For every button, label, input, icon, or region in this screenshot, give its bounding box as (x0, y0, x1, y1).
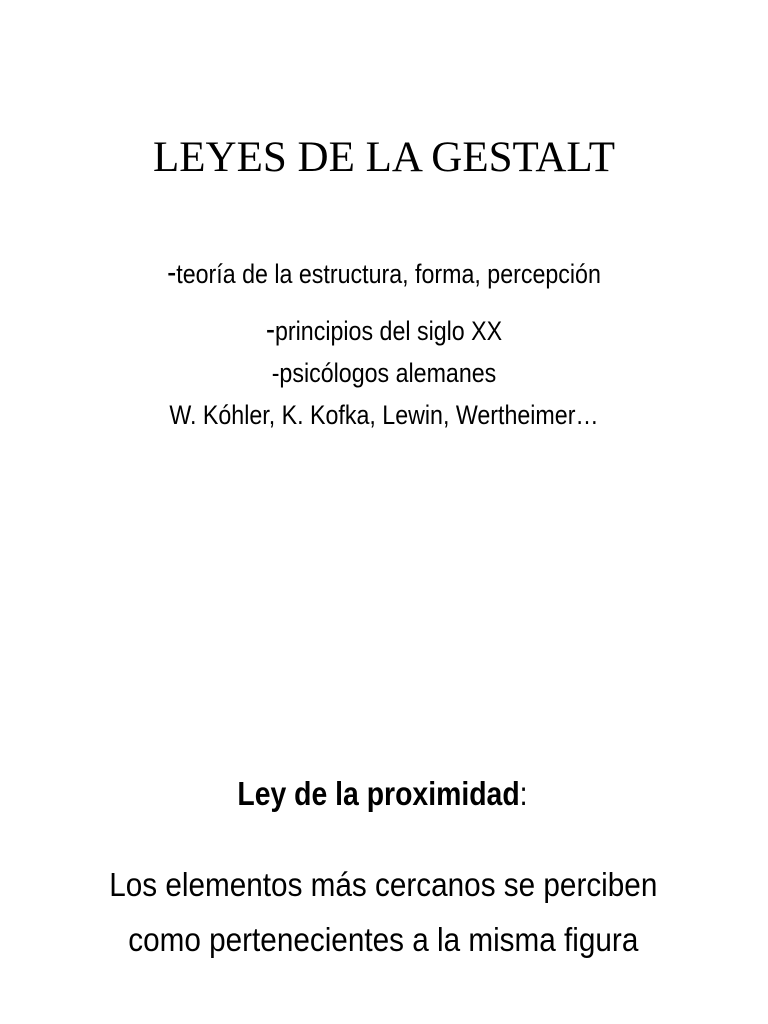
intro-text: principios del siglo XX (274, 316, 503, 346)
law-heading-text: Ley de la proximidad (237, 775, 520, 812)
law-line: Los elementos más cercanos se perciben (109, 866, 658, 903)
law-line: como pertenecientes a la misma figura (128, 921, 639, 958)
intro-line-theory (54, 255, 714, 291)
law-heading (52, 772, 712, 816)
intro-dash: - (167, 254, 177, 290)
page-title: LEYES DE LA GESTALT (153, 134, 615, 181)
intro-line-psychologists (54, 356, 714, 390)
intro-line-authors (54, 398, 714, 432)
intro-dash: - (265, 311, 275, 347)
law-heading-colon: : (519, 775, 528, 812)
intro-text: teoría de la estructura, forma, percepción (176, 259, 601, 289)
intro-line-century (54, 312, 714, 348)
intro-text: W. Kóhler, K. Kofka, Lewin, Wertheimer… (169, 400, 599, 430)
intro-text: -psicólogos alemanes (271, 358, 497, 388)
